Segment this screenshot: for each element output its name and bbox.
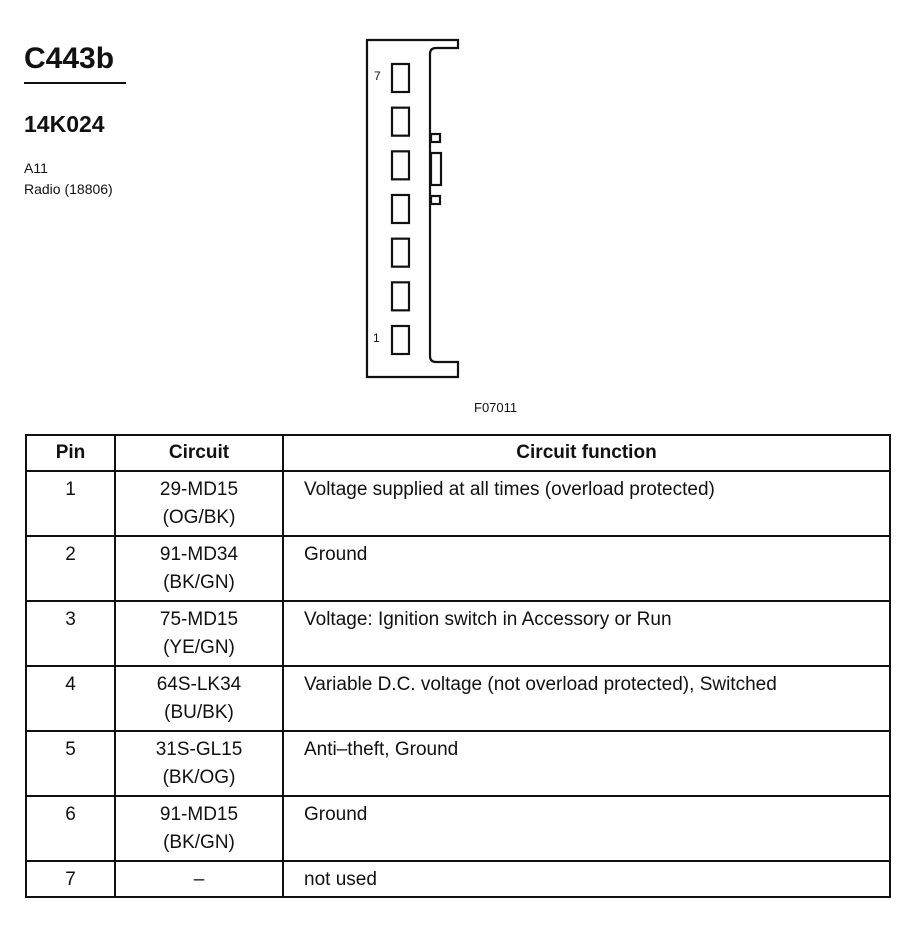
connector-housing bbox=[367, 40, 458, 377]
pin-cavity-5 bbox=[392, 151, 409, 179]
connector-face-diagram bbox=[360, 30, 460, 385]
circuit-function: not used bbox=[283, 861, 890, 897]
connector-id: C443b bbox=[24, 42, 115, 75]
table-row bbox=[26, 861, 890, 897]
circuit-function: Variable D.C. voltage (not overload protected), Switched bbox=[283, 666, 890, 731]
header-pin: Pin bbox=[26, 435, 115, 471]
pin-number: 1 bbox=[26, 471, 115, 536]
circuit-function: Voltage supplied at all times (overload protected) bbox=[283, 471, 890, 536]
pin-number: 3 bbox=[26, 601, 115, 666]
circuit-function: Ground bbox=[283, 536, 890, 601]
connector-location: A11 bbox=[24, 160, 48, 176]
wire-color: (BU/BK) bbox=[164, 702, 234, 723]
locking-tab-middle bbox=[431, 153, 441, 185]
wire-color: (BK/GN) bbox=[163, 832, 235, 853]
pin-number: 2 bbox=[26, 536, 115, 601]
pin-label-top: 7 bbox=[374, 69, 381, 83]
circuit-id: – bbox=[193, 869, 205, 890]
component-name: Radio (18806) bbox=[24, 181, 113, 197]
circuit-function: Anti–theft, Ground bbox=[283, 731, 890, 796]
locking-tab-upper bbox=[431, 134, 440, 142]
circuit-id: 31S-GL15 bbox=[155, 739, 243, 760]
circuit-id: 29-MD15 bbox=[159, 479, 239, 500]
wire-color: (OG/BK) bbox=[162, 507, 236, 528]
table-row bbox=[26, 796, 890, 861]
circuit-id: 75-MD15 bbox=[159, 609, 239, 630]
table-row bbox=[26, 601, 890, 666]
table-header-row bbox=[26, 435, 890, 471]
circuit-function: Ground bbox=[283, 796, 890, 861]
pin-number: 4 bbox=[26, 666, 115, 731]
wire-color: (BK/OG) bbox=[162, 767, 236, 788]
circuit-cell bbox=[115, 731, 283, 796]
pin-cavity-2 bbox=[392, 282, 409, 310]
circuit-cell bbox=[115, 601, 283, 666]
table-row bbox=[26, 471, 890, 536]
pin-cavity-6 bbox=[392, 108, 409, 136]
circuit-cell bbox=[115, 861, 283, 897]
circuit-id: 91-MD15 bbox=[159, 804, 239, 825]
pin-cavity-7 bbox=[392, 64, 409, 92]
circuit-cell bbox=[115, 471, 283, 536]
wire-color: (YE/GN) bbox=[163, 637, 235, 658]
locking-tab-lower bbox=[431, 196, 440, 204]
pin-cavity-1 bbox=[392, 326, 409, 354]
circuit-function: Voltage: Ignition switch in Accessory or Run bbox=[283, 601, 890, 666]
table-row bbox=[26, 731, 890, 796]
circuit-id: 91-MD34 bbox=[159, 544, 239, 565]
table-row bbox=[26, 536, 890, 601]
circuit-cell bbox=[115, 536, 283, 601]
header-circuit: Circuit bbox=[115, 435, 283, 471]
circuit-cell bbox=[115, 666, 283, 731]
table-row bbox=[26, 666, 890, 731]
pin-label-bottom: 1 bbox=[373, 331, 380, 345]
connector-id-underline bbox=[24, 82, 126, 84]
part-number: 14K024 bbox=[24, 111, 105, 137]
pin-number: 6 bbox=[26, 796, 115, 861]
pin-cavity-4 bbox=[392, 195, 409, 223]
pinout-table bbox=[25, 434, 891, 898]
circuit-id: 64S-LK34 bbox=[156, 674, 242, 695]
pin-number: 7 bbox=[26, 861, 115, 897]
wire-color: (BK/GN) bbox=[163, 572, 235, 593]
figure-number: F07011 bbox=[474, 400, 518, 415]
pin-number: 5 bbox=[26, 731, 115, 796]
pin-cavity-3 bbox=[392, 239, 409, 267]
circuit-cell bbox=[115, 796, 283, 861]
header-function: Circuit function bbox=[283, 435, 890, 471]
